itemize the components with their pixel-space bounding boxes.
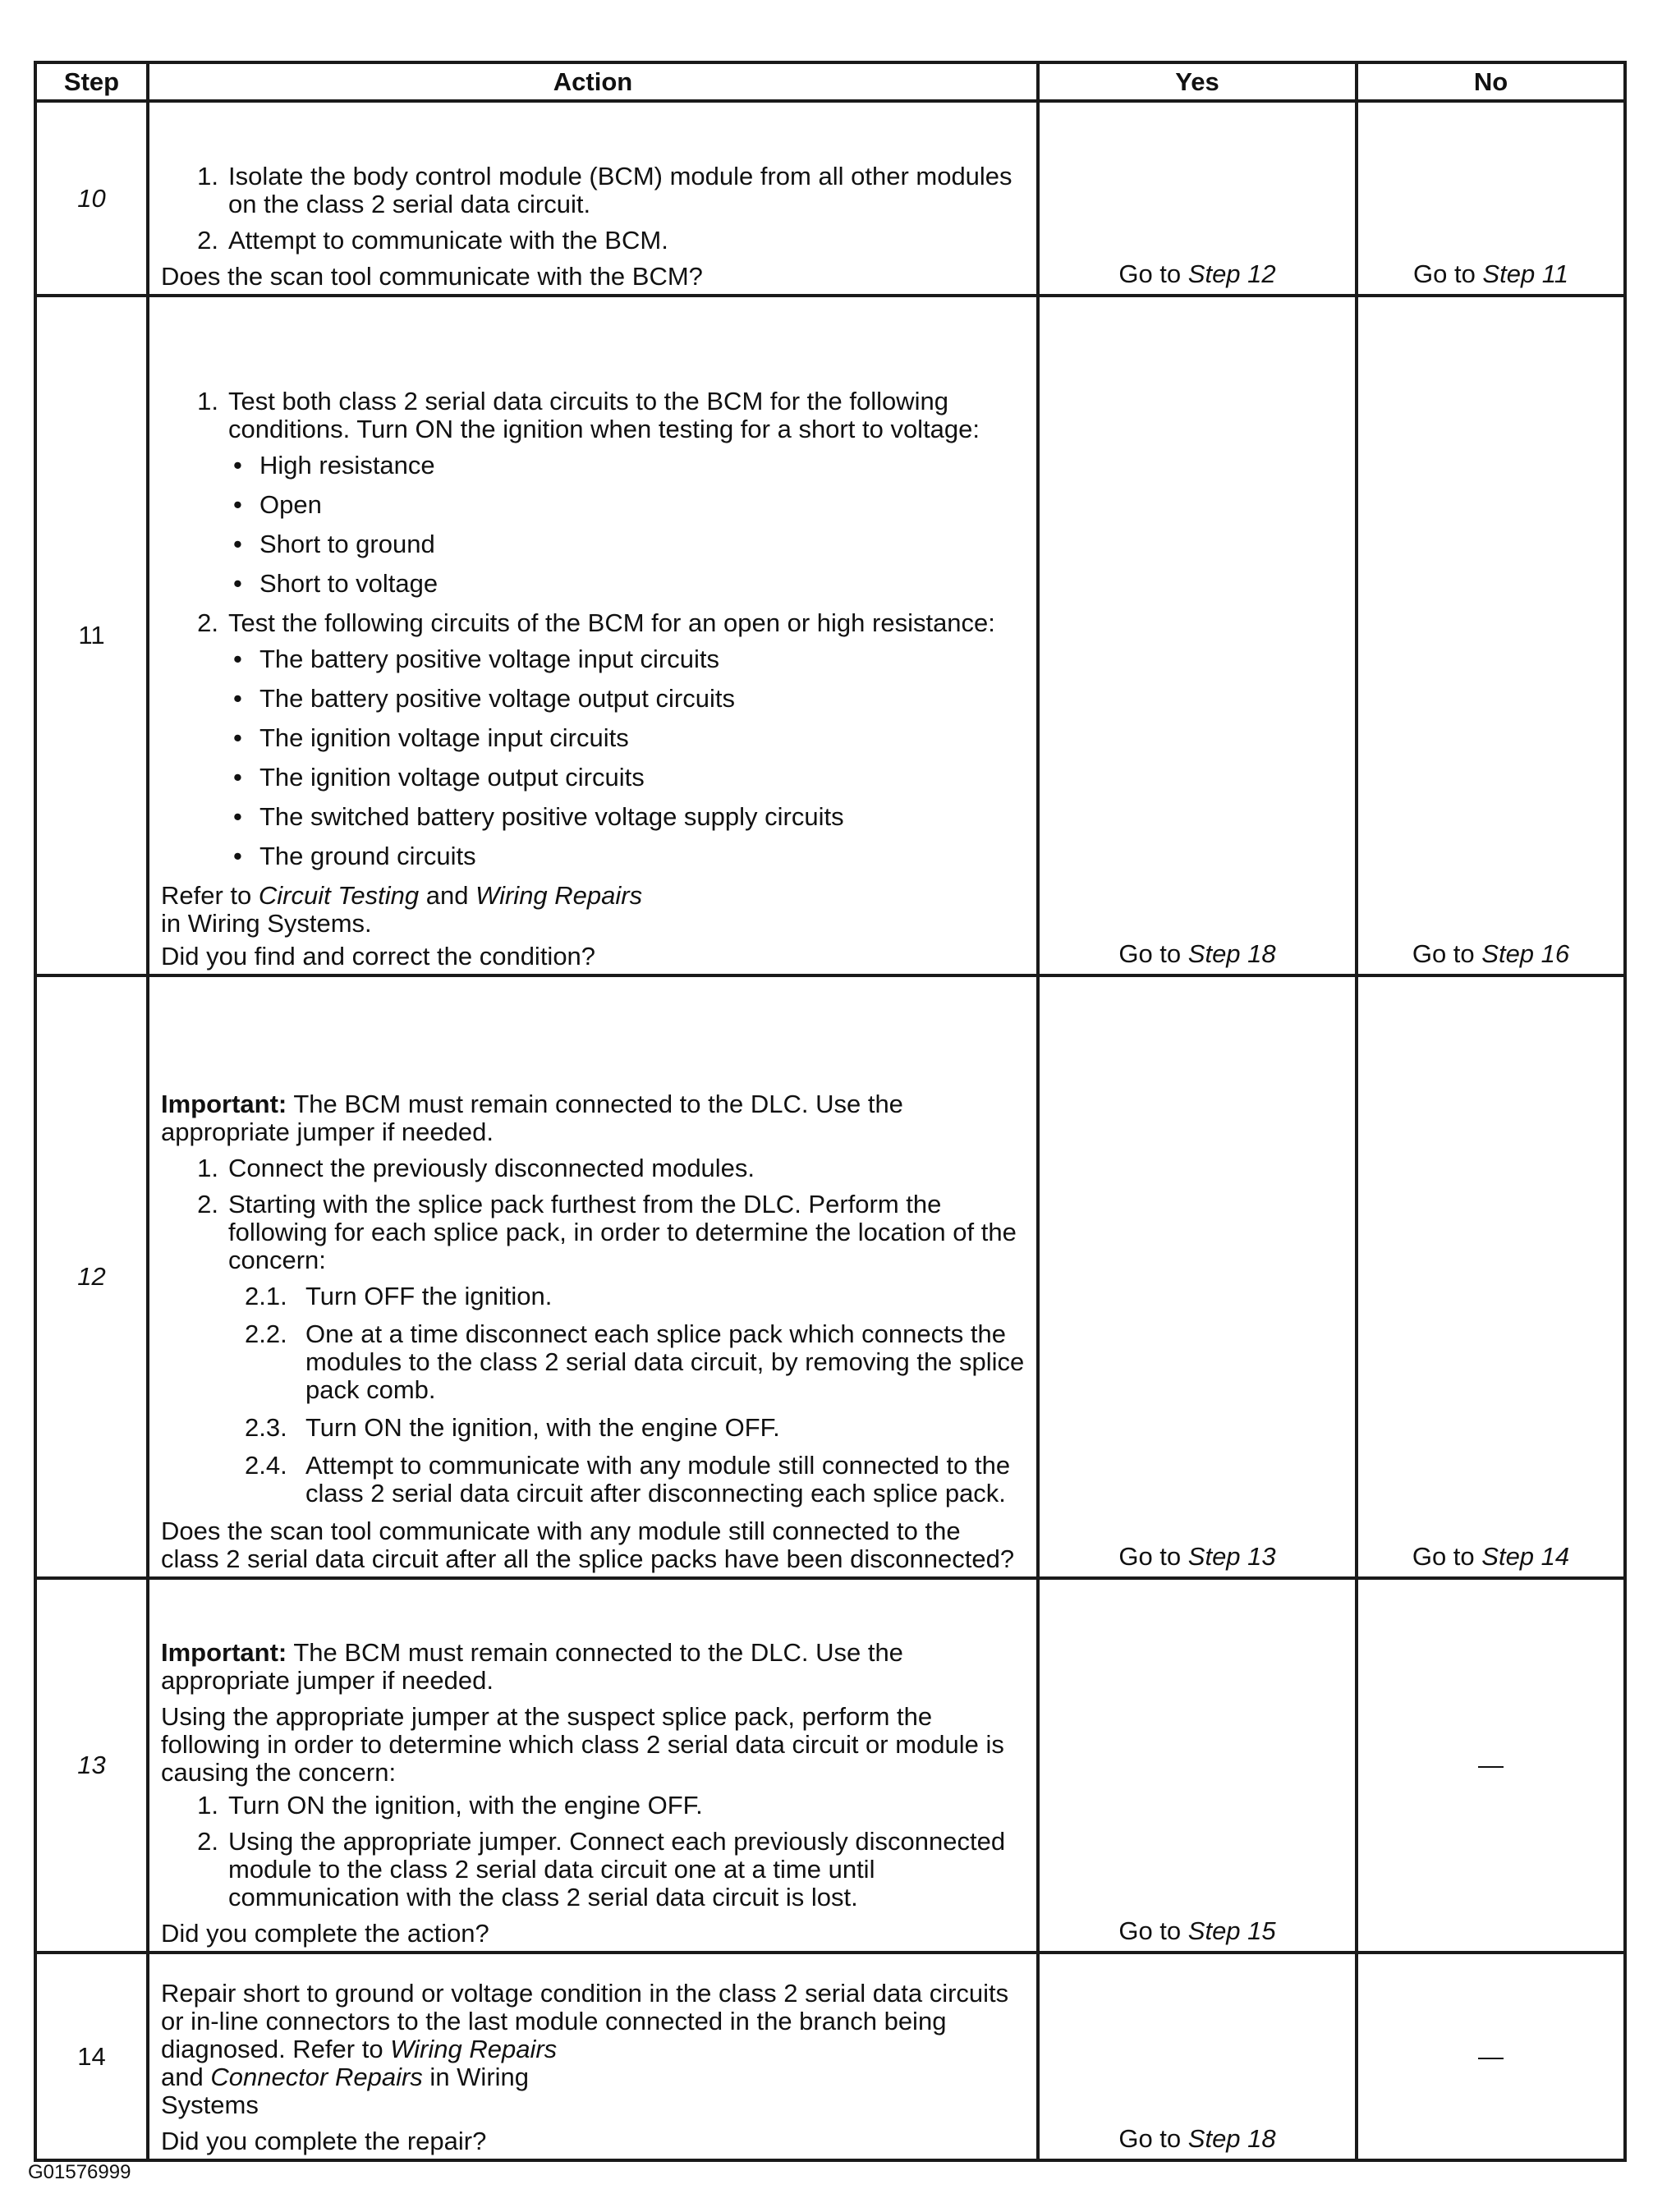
- step-number: 11: [35, 296, 148, 975]
- list-item: 2. Starting with the splice pack furthest from the DLC. Perform the following for each splice pack, in order to determine the location of the concern:: [197, 1190, 1017, 1274]
- step-number: 12: [35, 975, 148, 1578]
- action-cell: [148, 1953, 1038, 2160]
- yes-target: Step 12: [1187, 259, 1276, 288]
- yes-target: Step 13: [1187, 1542, 1276, 1571]
- header-action: Action: [148, 62, 1038, 101]
- no-cell: —: [1357, 1953, 1625, 2160]
- figure-code: G01576999: [28, 2161, 131, 2183]
- intro-text: Using the appropriate jumper at the suspect splice pack, perform the following in order to determine which class 2 serial data circuit or module is causing the concern:: [161, 1702, 1004, 1787]
- no-cell: Go to Step 14: [1357, 975, 1625, 1578]
- bullet-item: • High resistance: [233, 451, 435, 480]
- bullet-item: • The ignition voltage output circuits: [233, 763, 645, 792]
- connector-repairs-ref: Connector Repairs: [210, 2063, 423, 2091]
- header-step: Step: [35, 62, 148, 101]
- step-number: 10: [35, 101, 148, 296]
- important-note: Important: The BCM must remain connected to the DLC. Use the appropriate jumper if needed.: [161, 1638, 903, 1695]
- sub-item: 2.4. Attempt to communicate with any module still connected to the class 2 serial data circuit after disconnecting each splice pack.: [245, 1451, 1011, 1508]
- bullet-item: • Short to ground: [233, 530, 435, 558]
- yes-target: Step 18: [1187, 2124, 1276, 2153]
- action-cell: [148, 101, 1038, 296]
- sub-item: 2.3. Turn ON the ignition, with the engine OFF.: [245, 1413, 780, 1442]
- wiring-repairs-ref: Wiring Repairs: [390, 2035, 558, 2063]
- wiring-repairs-ref: Wiring Repairs: [475, 881, 643, 910]
- no-target: Step 16: [1481, 939, 1570, 968]
- diagnostic-table: [34, 61, 1627, 2162]
- table-row-step-11: [35, 296, 1625, 975]
- refer-text: Refer to Circuit Testing and Wiring Repairs in Wiring Systems.: [161, 881, 643, 938]
- list-item: 1. Turn ON the ignition, with the engine OFF.: [197, 1791, 703, 1820]
- bullet-item: • Short to voltage: [233, 569, 439, 598]
- bullet-item: • The ground circuits: [233, 842, 476, 870]
- important-note: Important: The BCM must remain connected to the DLC. Use the appropriate jumper if needed.: [161, 1090, 903, 1146]
- question-text: Did you complete the action?: [161, 1919, 489, 1948]
- list-item: 2. Attempt to communicate with the BCM.: [197, 226, 668, 255]
- no-cell: —: [1357, 1578, 1625, 1953]
- yes-cell: Go to Step 15: [1038, 1578, 1357, 1953]
- list-item: 1. Test both class 2 serial data circuits to the BCM for the following conditions. Turn ON the ignition when testing for a short to voltage:: [197, 387, 980, 443]
- step-number: 13: [35, 1578, 148, 1953]
- circuit-testing-ref: Circuit Testing: [258, 881, 420, 910]
- list-item: 2. Using the appropriate jumper. Connect each previously disconnected module to the class 2 serial data circuit one at a time until communication with the class 2 serial data circuit is lost.: [197, 1827, 1006, 1911]
- repair-text: Repair short to ground or voltage condition in the class 2 serial data circuits or in-line connectors to the last module connected in the branch being diagnosed. Refer to Wiring Repairs and Connector Repairs in Wiring Systems: [161, 1979, 1009, 2119]
- table-row-step-10: [35, 101, 1625, 296]
- bullet-item: • Open: [233, 490, 322, 519]
- list-item: 1. Isolate the body control module (BCM) module from all other modules on the class 2 serial data circuit.: [197, 162, 1012, 218]
- yes-cell: Go to Step 18: [1038, 296, 1357, 975]
- no-target: Step 14: [1481, 1542, 1570, 1571]
- table-row-step-14: [35, 1953, 1625, 2160]
- question-text: Did you complete the repair?: [161, 2127, 487, 2155]
- table-row-step-12: [35, 975, 1625, 1578]
- list-item: 2. Test the following circuits of the BCM for an open or high resistance:: [197, 608, 995, 637]
- header-no: No: [1357, 62, 1625, 101]
- no-target: Step 11: [1482, 259, 1568, 288]
- yes-cell: Go to Step 12: [1038, 101, 1357, 296]
- yes-cell: Go to Step 13: [1038, 975, 1357, 1578]
- action-cell: [148, 975, 1038, 1578]
- bullet-item: • The ignition voltage input circuits: [233, 723, 629, 752]
- question-text: Did you find and correct the condition?: [161, 942, 596, 971]
- question-text: Does the scan tool communicate with any module still connected to the class 2 serial data circuit after all the splice packs have been disconnected?: [161, 1517, 1015, 1573]
- yes-cell: Go to Step 18: [1038, 1953, 1357, 2160]
- action-cell: [148, 1578, 1038, 1953]
- table-row-step-13: [35, 1578, 1625, 1953]
- yes-target: Step 15: [1187, 1916, 1276, 1945]
- action-cell: [148, 296, 1038, 975]
- no-cell: Go to Step 11: [1357, 101, 1625, 296]
- list-item: 1. Connect the previously disconnected modules.: [197, 1154, 755, 1182]
- header-yes: Yes: [1038, 62, 1357, 101]
- sub-item: 2.2. One at a time disconnect each splice pack which connects the modules to the class 2 serial data circuit, by removing the splice pack comb.: [245, 1319, 1025, 1404]
- bullet-item: • The switched battery positive voltage supply circuits: [233, 802, 844, 831]
- header-row: [35, 62, 1625, 101]
- question-text: Does the scan tool communicate with the BCM?: [161, 262, 703, 291]
- step-number: 14: [35, 1953, 148, 2160]
- sub-item: 2.1. Turn OFF the ignition.: [245, 1282, 553, 1310]
- yes-target: Step 18: [1187, 939, 1276, 968]
- no-cell: Go to Step 16: [1357, 296, 1625, 975]
- bullet-item: • The battery positive voltage output circuits: [233, 684, 735, 713]
- bullet-item: • The battery positive voltage input circuits: [233, 645, 719, 673]
